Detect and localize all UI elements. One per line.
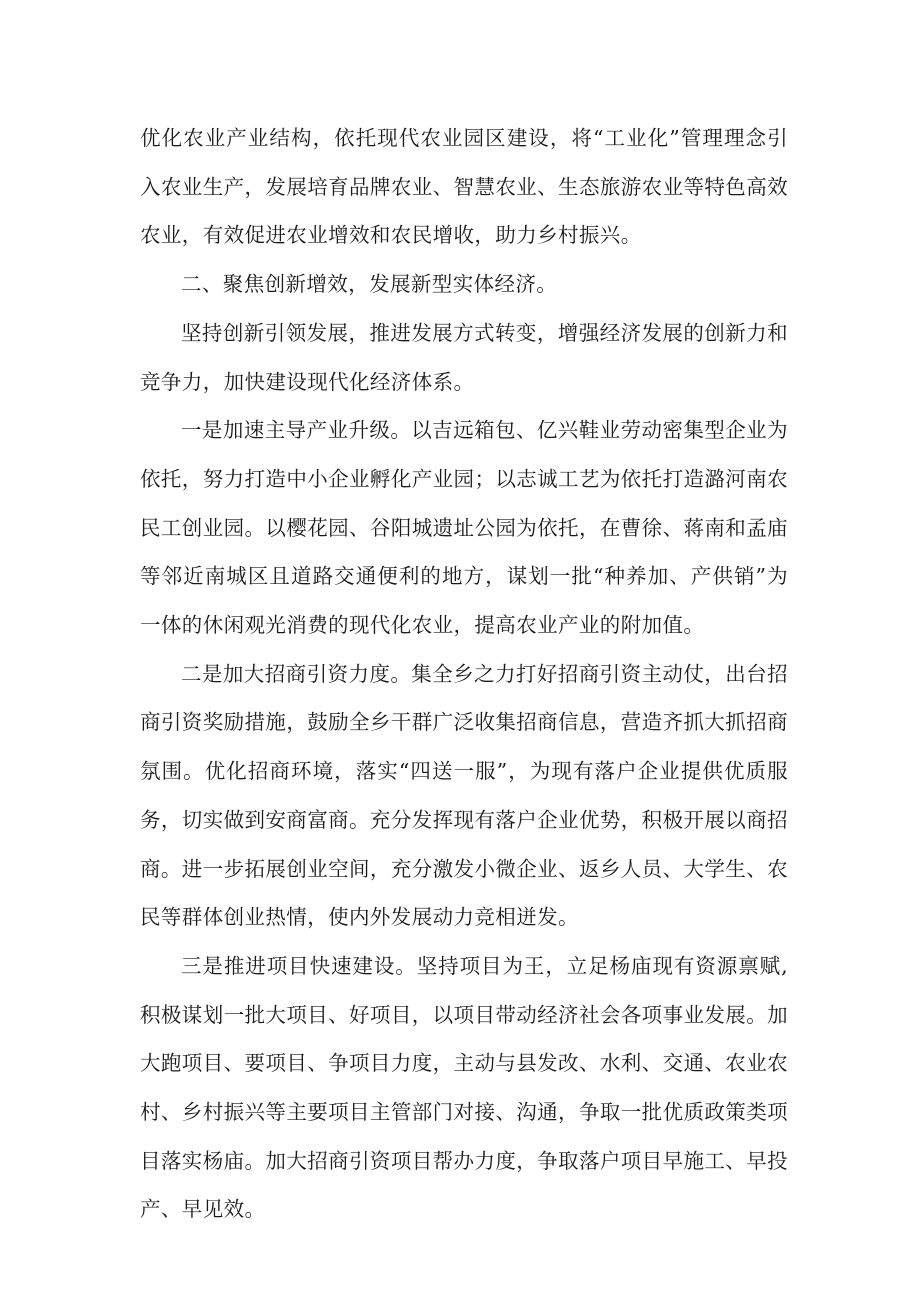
paragraph-point-three: 三是推进项目快速建设。坚持项目为王，立足杨庙现有资源禀赋,积极谋划一批大项目、好项目，以项目带动经济社会各项事业发展。加大跑项目、要项目、争项目力度，主动与县发改、水利、交通、农业农村、乡村振兴等主要项目主管部门对接、沟通，争取一批优质政策类项目落实杨庙。加大招商引资项目帮办力度，争取落户项目早施工、早投产、早见效。 bbox=[140, 953, 788, 1222]
section-heading: 二、聚焦创新增效，发展新型实体经济。 bbox=[181, 272, 558, 297]
paragraph-point-two: 二是加大招商引资力度。集全乡之力打好招商引资主动仗，出台招商引资奖励措施，鼓励全乡干群广泛收集招商信息，营造齐抓大抓招商氛围。优化招商环境，落实“四送一服”，为现有落户企业提供优质服务，切实做到安商富商。充分发挥现有落户企业优势，积极开展以商招商。进一步拓展创业空间，充分激发小微企业、返乡人员、大学生、农民等群体创业热情，使内外发展动力竞相迸发。 bbox=[140, 661, 788, 930]
paragraph-point-one: 一是加速主导产业升级。以吉远箱包、亿兴鞋业劳动密集型企业为依托，努力打造中小企业孵化产业园；以志诚工艺为依托打造潞河南农民工创业园。以樱花园、谷阳城遗址公园为依托，在曹徐、蒋南和孟庙等邻近南城区且道路交通便利的地方，谋划一批“种养加、产供销”为一体的休闲观光消费的现代化农业，提高农业产业的附加值。 bbox=[140, 418, 788, 638]
paragraph-continuation: 优化农业产业结构，依托现代农业园区建设，将“工业化”管理理念引入农业生产，发展培育品牌农业、智慧农业、生态旅游农业等特色高效农业，有效促进农业增效和农民增收，助力乡村振兴。 bbox=[140, 126, 788, 248]
document-body bbox=[140, 114, 788, 1234]
paragraph-intro: 坚持创新引领发展，推进发展方式转变，增强经济发展的创新力和竞争力，加快建设现代化经济体系。 bbox=[140, 320, 788, 394]
